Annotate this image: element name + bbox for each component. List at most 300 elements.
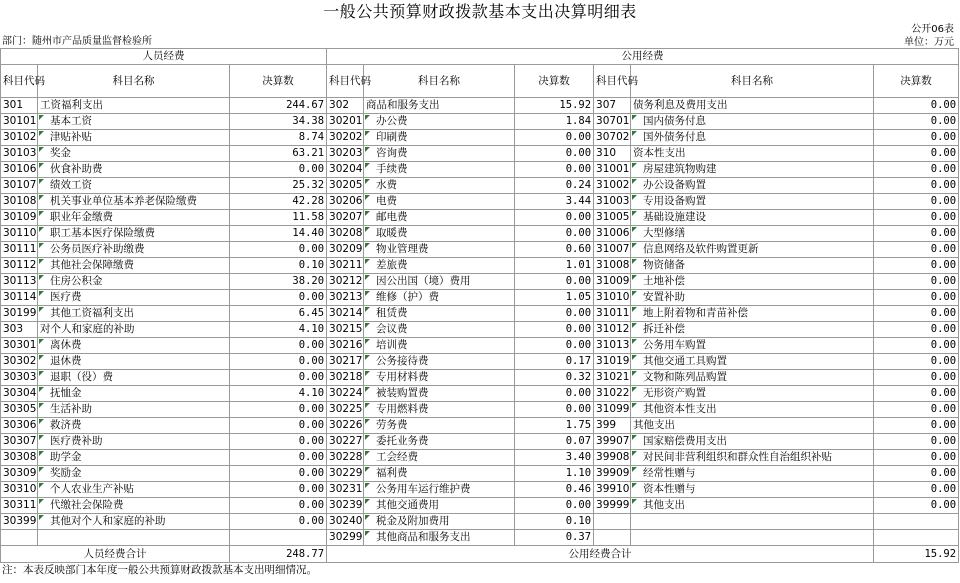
personnel-amount-cell: 0.00: [230, 418, 327, 434]
empty-cell: [594, 530, 631, 546]
personnel-name-cell: 基本工资: [38, 114, 230, 130]
personnel-code-cell: 30304: [1, 386, 38, 402]
empty-cell: [594, 514, 631, 530]
public-mid-amount-cell: 15.92: [515, 98, 594, 114]
public-right-name-cell: 大型修缮: [631, 226, 874, 242]
public-mid-code-cell: 30215: [327, 322, 364, 338]
public-right-amount-cell: 0.00: [874, 370, 959, 386]
public-right-code-cell: 31021: [594, 370, 631, 386]
personnel-amount-cell: 0.00: [230, 402, 327, 418]
public-right-code-cell: 31007: [594, 242, 631, 258]
personnel-code-cell: 30310: [1, 482, 38, 498]
personnel-amount-cell: 0.00: [230, 338, 327, 354]
personnel-code-cell: 303: [1, 322, 38, 338]
public-right-amount-cell: 0.00: [874, 338, 959, 354]
public-right-code-cell: 307: [594, 98, 631, 114]
public-right-code-cell: 31013: [594, 338, 631, 354]
public-right-name-cell: 基础设施建设: [631, 210, 874, 226]
public-right-amount-cell: 0.00: [874, 242, 959, 258]
table-row: [1, 322, 959, 338]
public-right-name-cell: 安置补助: [631, 290, 874, 306]
public-mid-name-cell: 取暖费: [364, 226, 515, 242]
public-mid-name-cell: 物业管理费: [364, 242, 515, 258]
public-right-name-cell: 无形资产购置: [631, 386, 874, 402]
public-mid-name-cell: 商品和服务支出: [364, 98, 515, 114]
public-mid-code-cell: 30226: [327, 418, 364, 434]
public-mid-amount-cell: 1.75: [515, 418, 594, 434]
personnel-amount-cell: 0.00: [230, 514, 327, 530]
public-mid-name-cell: 会议费: [364, 322, 515, 338]
public-right-name-cell: 其他支出: [631, 498, 874, 514]
public-right-amount-cell: 0.00: [874, 434, 959, 450]
personnel-name-cell: 津贴补贴: [38, 130, 230, 146]
personnel-amount-cell: 11.58: [230, 210, 327, 226]
public-mid-code-cell: 302: [327, 98, 364, 114]
public-total-label: 公用经费合计: [327, 546, 874, 563]
personnel-name-cell: 代缴社会保险费: [38, 498, 230, 514]
personnel-amount-cell: 244.67: [230, 98, 327, 114]
public-mid-name-cell: 公务接待费: [364, 354, 515, 370]
personnel-name-cell: 退职（役）费: [38, 370, 230, 386]
table-row: [1, 530, 959, 546]
public-mid-name-cell: 专用材料费: [364, 370, 515, 386]
table-row: [1, 402, 959, 418]
personnel-amount-cell: 0.00: [230, 498, 327, 514]
table-row: [1, 130, 959, 146]
table-row: [1, 194, 959, 210]
personnel-name-cell: 助学金: [38, 450, 230, 466]
public-right-amount-cell: 0.00: [874, 178, 959, 194]
public-total-value: 15.92: [874, 546, 959, 563]
public-right-code-cell: 39999: [594, 498, 631, 514]
public-right-amount-cell: 0.00: [874, 450, 959, 466]
public-right-name-cell: 经常性赠与: [631, 466, 874, 482]
public-mid-code-cell: 30228: [327, 450, 364, 466]
personnel-name-cell: 伙食补助费: [38, 162, 230, 178]
public-right-name-cell: 其他交通工具购置: [631, 354, 874, 370]
public-mid-code-cell: 30202: [327, 130, 364, 146]
personnel-name-cell: 生活补助: [38, 402, 230, 418]
public-mid-amount-cell: 0.00: [515, 162, 594, 178]
header-code: 科目代码: [1, 65, 38, 98]
public-right-name-cell: 债务利息及费用支出: [631, 98, 874, 114]
personnel-code-cell: 30106: [1, 162, 38, 178]
header-name: 科目名称: [38, 65, 230, 98]
public-mid-name-cell: 因公出国（境）费用: [364, 274, 515, 290]
public-mid-amount-cell: 0.00: [515, 274, 594, 290]
personnel-total-value: 248.77: [230, 546, 327, 563]
personnel-name-cell: 职业年金缴费: [38, 210, 230, 226]
personnel-code-cell: 30101: [1, 114, 38, 130]
public-mid-amount-cell: 0.32: [515, 370, 594, 386]
public-right-amount-cell: 0.00: [874, 210, 959, 226]
public-right-name-cell: 办公设备购置: [631, 178, 874, 194]
public-mid-code-cell: 30224: [327, 386, 364, 402]
public-mid-code-cell: 30217: [327, 354, 364, 370]
public-mid-name-cell: 公务用车运行维护费: [364, 482, 515, 498]
public-right-amount-cell: 0.00: [874, 98, 959, 114]
public-mid-name-cell: 差旅费: [364, 258, 515, 274]
personnel-code-cell: 30301: [1, 338, 38, 354]
personnel-amount-cell: 63.21: [230, 146, 327, 162]
personnel-name-cell: 住房公积金: [38, 274, 230, 290]
public-right-amount-cell: 0.00: [874, 290, 959, 306]
public-mid-name-cell: 培训费: [364, 338, 515, 354]
public-mid-amount-cell: 0.00: [515, 402, 594, 418]
public-mid-amount-cell: 0.24: [515, 178, 594, 194]
public-mid-amount-cell: 0.10: [515, 514, 594, 530]
personnel-amount-cell: 0.00: [230, 290, 327, 306]
public-mid-code-cell: 30206: [327, 194, 364, 210]
personnel-name-cell: 公务员医疗补助缴费: [38, 242, 230, 258]
personnel-amount-cell: 8.74: [230, 130, 327, 146]
public-right-amount-cell: 0.00: [874, 162, 959, 178]
table-row: [1, 306, 959, 322]
empty-cell: [874, 530, 959, 546]
header-amount: 决算数: [874, 65, 959, 98]
personnel-code-cell: 301: [1, 98, 38, 114]
public-mid-name-cell: 劳务费: [364, 418, 515, 434]
public-right-code-cell: 39908: [594, 450, 631, 466]
header-amount: 决算数: [515, 65, 594, 98]
table-row: [1, 274, 959, 290]
public-mid-name-cell: 税金及附加费用: [364, 514, 515, 530]
public-mid-amount-cell: 0.00: [515, 338, 594, 354]
public-mid-name-cell: 维修（护）费: [364, 290, 515, 306]
public-mid-code-cell: 30208: [327, 226, 364, 242]
public-right-code-cell: 310: [594, 146, 631, 162]
public-right-name-cell: 国内债务付息: [631, 114, 874, 130]
public-mid-amount-cell: 0.00: [515, 306, 594, 322]
personnel-amount-cell: 6.45: [230, 306, 327, 322]
public-mid-amount-cell: 3.40: [515, 450, 594, 466]
public-mid-amount-cell: 3.44: [515, 194, 594, 210]
public-mid-code-cell: 30218: [327, 370, 364, 386]
public-right-code-cell: 39909: [594, 466, 631, 482]
personnel-code-cell: 30113: [1, 274, 38, 290]
personnel-code-cell: 30110: [1, 226, 38, 242]
public-mid-amount-cell: 0.00: [515, 146, 594, 162]
personnel-amount-cell: 0.00: [230, 450, 327, 466]
public-right-amount-cell: 0.00: [874, 306, 959, 322]
public-mid-name-cell: 工会经费: [364, 450, 515, 466]
personnel-amount-cell: 14.40: [230, 226, 327, 242]
public-mid-name-cell: 邮电费: [364, 210, 515, 226]
personnel-name-cell: 个人农业生产补贴: [38, 482, 230, 498]
public-right-name-cell: 公务用车购置: [631, 338, 874, 354]
empty-cell: [631, 514, 874, 530]
public-mid-name-cell: 水费: [364, 178, 515, 194]
personnel-name-cell: 退休费: [38, 354, 230, 370]
public-mid-amount-cell: 0.00: [515, 498, 594, 514]
public-right-amount-cell: 0.00: [874, 114, 959, 130]
public-mid-code-cell: 30203: [327, 146, 364, 162]
public-right-name-cell: 房屋建筑物购建: [631, 162, 874, 178]
header-name: 科目名称: [364, 65, 515, 98]
personnel-code-cell: 30114: [1, 290, 38, 306]
empty-cell: [38, 530, 230, 546]
personnel-code-cell: 30399: [1, 514, 38, 530]
public-right-code-cell: 31011: [594, 306, 631, 322]
personnel-name-cell: 其他社会保障缴费: [38, 258, 230, 274]
personnel-code-cell: 30111: [1, 242, 38, 258]
unit-label: 单位：万元: [904, 37, 954, 48]
table-row: [1, 418, 959, 434]
table-code: 公开06表: [911, 24, 954, 35]
personnel-name-cell: 医疗费补助: [38, 434, 230, 450]
public-right-code-cell: 31003: [594, 194, 631, 210]
public-mid-amount-cell: 0.46: [515, 482, 594, 498]
table-row: [1, 226, 959, 242]
table-row: [1, 386, 959, 402]
personnel-amount-cell: 42.28: [230, 194, 327, 210]
header-code: 科目代码: [594, 65, 631, 98]
personnel-name-cell: 对个人和家庭的补助: [38, 322, 230, 338]
public-mid-name-cell: 手续费: [364, 162, 515, 178]
empty-cell: [874, 514, 959, 530]
public-right-name-cell: 对民间非营利组织和群众性自治组织补贴: [631, 450, 874, 466]
public-mid-name-cell: 办公费: [364, 114, 515, 130]
personnel-name-cell: 工资福利支出: [38, 98, 230, 114]
public-mid-code-cell: 30214: [327, 306, 364, 322]
personnel-amount-cell: 0.00: [230, 482, 327, 498]
public-right-amount-cell: 0.00: [874, 146, 959, 162]
personnel-name-cell: 其他工资福利支出: [38, 306, 230, 322]
public-mid-code-cell: 30239: [327, 498, 364, 514]
public-right-amount-cell: 0.00: [874, 498, 959, 514]
public-right-code-cell: 31006: [594, 226, 631, 242]
personnel-amount-cell: 0.00: [230, 354, 327, 370]
public-mid-amount-cell: 0.37: [515, 530, 594, 546]
public-mid-amount-cell: 1.05: [515, 290, 594, 306]
personnel-amount-cell: 0.00: [230, 242, 327, 258]
public-mid-name-cell: 咨询费: [364, 146, 515, 162]
table-row: [1, 514, 959, 530]
public-right-name-cell: 物资储备: [631, 258, 874, 274]
public-right-amount-cell: 0.00: [874, 258, 959, 274]
public-mid-amount-cell: 0.00: [515, 322, 594, 338]
personnel-code-cell: 30308: [1, 450, 38, 466]
footnote: 注：本表反映部门本年度一般公共预算财政拨款基本支出明细情况。: [2, 564, 317, 576]
personnel-code-cell: 30306: [1, 418, 38, 434]
public-mid-amount-cell: 1.84: [515, 114, 594, 130]
header-amount: 决算数: [230, 65, 327, 98]
personnel-amount-cell: 0.00: [230, 434, 327, 450]
personnel-code-cell: 30303: [1, 370, 38, 386]
table-row: [1, 162, 959, 178]
public-mid-name-cell: 专用燃料费: [364, 402, 515, 418]
public-right-amount-cell: 0.00: [874, 354, 959, 370]
public-mid-code-cell: 30209: [327, 242, 364, 258]
table-row: [1, 242, 959, 258]
public-mid-amount-cell: 0.60: [515, 242, 594, 258]
public-mid-amount-cell: 0.00: [515, 386, 594, 402]
public-mid-code-cell: 30213: [327, 290, 364, 306]
table-row: [1, 98, 959, 114]
public-mid-amount-cell: 1.10: [515, 466, 594, 482]
public-right-code-cell: 31019: [594, 354, 631, 370]
public-mid-name-cell: 福利费: [364, 466, 515, 482]
personnel-name-cell: 其他对个人和家庭的补助: [38, 514, 230, 530]
personnel-amount-cell: 38.20: [230, 274, 327, 290]
header-name: 科目名称: [631, 65, 874, 98]
personnel-code-cell: 30103: [1, 146, 38, 162]
public-mid-code-cell: 30205: [327, 178, 364, 194]
personnel-name-cell: 机关事业单位基本养老保险缴费: [38, 194, 230, 210]
personnel-name-cell: 奖励金: [38, 466, 230, 482]
public-mid-amount-cell: 0.00: [515, 226, 594, 242]
personnel-total-label: 人员经费合计: [1, 546, 230, 563]
personnel-name-cell: 医疗费: [38, 290, 230, 306]
public-right-name-cell: 资本性赠与: [631, 482, 874, 498]
personnel-name-cell: 奖金: [38, 146, 230, 162]
public-right-amount-cell: 0.00: [874, 386, 959, 402]
public-mid-code-cell: 30299: [327, 530, 364, 546]
personnel-name-cell: 职工基本医疗保险缴费: [38, 226, 230, 242]
public-mid-code-cell: 30201: [327, 114, 364, 130]
personnel-amount-cell: 0.00: [230, 162, 327, 178]
personnel-code-cell: 30311: [1, 498, 38, 514]
public-mid-name-cell: 电费: [364, 194, 515, 210]
public-mid-amount-cell: 0.17: [515, 354, 594, 370]
empty-cell: [230, 530, 327, 546]
public-right-amount-cell: 0.00: [874, 226, 959, 242]
public-mid-name-cell: 被装购置费: [364, 386, 515, 402]
public-right-name-cell: 地上附着物和青苗补偿: [631, 306, 874, 322]
personnel-name-cell: 绩效工资: [38, 178, 230, 194]
public-right-code-cell: 31005: [594, 210, 631, 226]
personnel-amount-cell: 25.32: [230, 178, 327, 194]
public-right-code-cell: 30702: [594, 130, 631, 146]
personnel-code-cell: 30109: [1, 210, 38, 226]
public-right-amount-cell: 0.00: [874, 274, 959, 290]
expenditure-table: [0, 48, 959, 563]
public-right-code-cell: 39910: [594, 482, 631, 498]
public-mid-amount-cell: 0.07: [515, 434, 594, 450]
public-mid-code-cell: 30204: [327, 162, 364, 178]
public-mid-code-cell: 30229: [327, 466, 364, 482]
personnel-code-cell: 30307: [1, 434, 38, 450]
table-row: [1, 114, 959, 130]
public-mid-amount-cell: 0.00: [515, 130, 594, 146]
table-row: [1, 178, 959, 194]
personnel-code-cell: 30309: [1, 466, 38, 482]
public-right-code-cell: 31099: [594, 402, 631, 418]
public-mid-name-cell: 租赁费: [364, 306, 515, 322]
public-mid-code-cell: 30211: [327, 258, 364, 274]
public-mid-name-cell: 其他商品和服务支出: [364, 530, 515, 546]
personnel-code-cell: 30302: [1, 354, 38, 370]
public-mid-code-cell: 30240: [327, 514, 364, 530]
personnel-code-cell: 30112: [1, 258, 38, 274]
personnel-amount-cell: 4.10: [230, 386, 327, 402]
public-right-amount-cell: 0.00: [874, 418, 959, 434]
section-public: 公用经费: [327, 49, 959, 65]
personnel-code-cell: 30199: [1, 306, 38, 322]
department-label: 部门：随州市产品质量监督检验所: [2, 36, 152, 47]
table-row: [1, 482, 959, 498]
public-right-code-cell: 39907: [594, 434, 631, 450]
public-right-name-cell: 其他资本性支出: [631, 402, 874, 418]
public-right-code-cell: 31009: [594, 274, 631, 290]
public-right-code-cell: 31002: [594, 178, 631, 194]
public-mid-code-cell: 30212: [327, 274, 364, 290]
public-mid-amount-cell: 1.01: [515, 258, 594, 274]
personnel-amount-cell: 0.00: [230, 466, 327, 482]
table-row: [1, 210, 959, 226]
public-right-code-cell: 31022: [594, 386, 631, 402]
personnel-amount-cell: 34.38: [230, 114, 327, 130]
public-right-name-cell: 文物和陈列品购置: [631, 370, 874, 386]
public-mid-code-cell: 30225: [327, 402, 364, 418]
public-mid-name-cell: 印刷费: [364, 130, 515, 146]
personnel-amount-cell: 4.10: [230, 322, 327, 338]
public-right-name-cell: 拆迁补偿: [631, 322, 874, 338]
public-right-amount-cell: 0.00: [874, 402, 959, 418]
public-mid-code-cell: 30207: [327, 210, 364, 226]
public-right-code-cell: 399: [594, 418, 631, 434]
personnel-amount-cell: 0.10: [230, 258, 327, 274]
public-mid-name-cell: 委托业务费: [364, 434, 515, 450]
public-right-name-cell: 专用设备购置: [631, 194, 874, 210]
public-mid-name-cell: 其他交通费用: [364, 498, 515, 514]
public-right-amount-cell: 0.00: [874, 482, 959, 498]
personnel-name-cell: 救济费: [38, 418, 230, 434]
public-right-name-cell: 土地补偿: [631, 274, 874, 290]
public-right-code-cell: 31012: [594, 322, 631, 338]
table-row: [1, 338, 959, 354]
public-right-name-cell: 信息网络及软件购置更新: [631, 242, 874, 258]
table-row: [1, 370, 959, 386]
empty-cell: [631, 530, 874, 546]
public-right-name-cell: 资本性支出: [631, 146, 874, 162]
public-right-amount-cell: 0.00: [874, 322, 959, 338]
table-row: [1, 354, 959, 370]
personnel-code-cell: 30107: [1, 178, 38, 194]
personnel-name-cell: 离休费: [38, 338, 230, 354]
section-personnel: 人员经费: [1, 49, 327, 65]
table-row: [1, 146, 959, 162]
public-right-code-cell: 31010: [594, 290, 631, 306]
public-right-code-cell: 31001: [594, 162, 631, 178]
personnel-code-cell: 30108: [1, 194, 38, 210]
public-right-amount-cell: 0.00: [874, 130, 959, 146]
public-right-name-cell: 其他支出: [631, 418, 874, 434]
public-right-amount-cell: 0.00: [874, 466, 959, 482]
public-mid-amount-cell: 0.00: [515, 210, 594, 226]
personnel-code-cell: 30102: [1, 130, 38, 146]
public-right-name-cell: 国家赔偿费用支出: [631, 434, 874, 450]
table-row: [1, 498, 959, 514]
personnel-code-cell: 30305: [1, 402, 38, 418]
personnel-amount-cell: 0.00: [230, 370, 327, 386]
public-right-code-cell: 30701: [594, 114, 631, 130]
empty-cell: [1, 530, 38, 546]
public-mid-code-cell: 30231: [327, 482, 364, 498]
header-code: 科目代码: [327, 65, 364, 98]
public-right-name-cell: 国外债务付息: [631, 130, 874, 146]
public-mid-code-cell: 30216: [327, 338, 364, 354]
table-row: [1, 290, 959, 306]
public-right-code-cell: 31008: [594, 258, 631, 274]
personnel-name-cell: 抚恤金: [38, 386, 230, 402]
table-row: [1, 450, 959, 466]
public-mid-code-cell: 30227: [327, 434, 364, 450]
table-row: [1, 466, 959, 482]
table-row: [1, 258, 959, 274]
public-right-amount-cell: 0.00: [874, 194, 959, 210]
table-row: [1, 434, 959, 450]
